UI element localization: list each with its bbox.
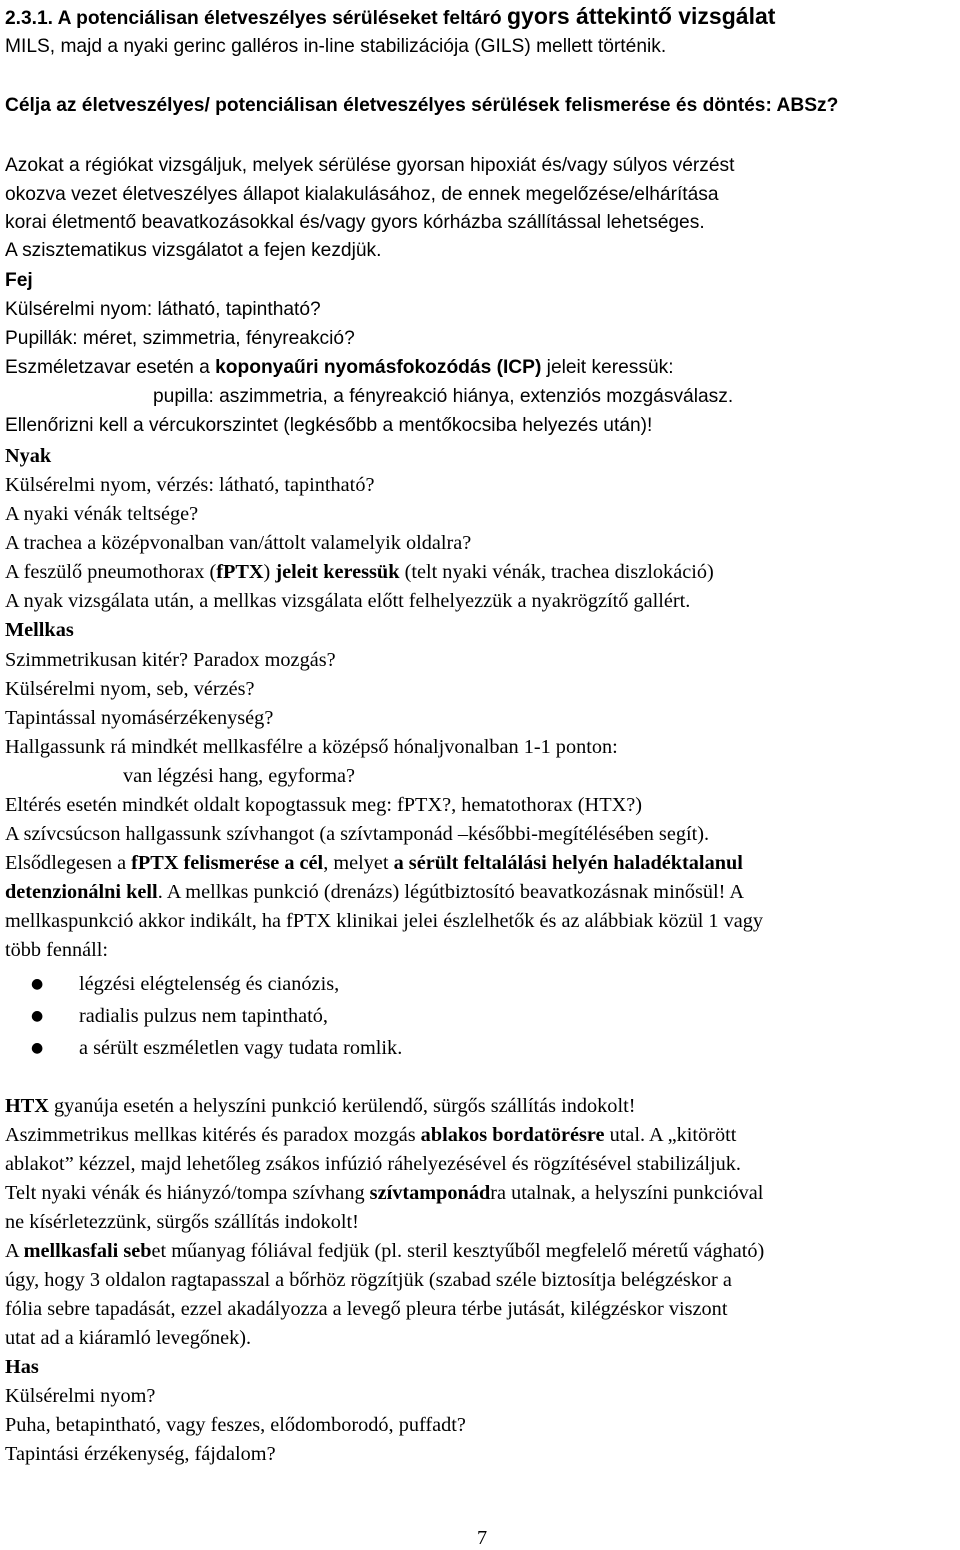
body-line (5, 1183, 763, 1203)
mellkas-title: Mellkas (5, 619, 74, 641)
bullet-dot-icon: ● (31, 976, 44, 992)
body-line (5, 1241, 764, 1261)
fej-line (5, 358, 674, 377)
mellkas-line: A szívcsúcson hallgassunk szívhangot (a szívtamponád –későbbi-megítélésében segít). (5, 823, 710, 845)
mellkas-line (5, 882, 744, 902)
text-run: ra utalnak, a helyszíni punkcióval (490, 1182, 764, 1204)
body-line: úgy, hogy 3 oldalon ragtapasszal a bőrhöz rögzítjük (szabad széle biztosítja belégzéskor a (5, 1269, 732, 1291)
mellkas-line-indented: van légzési hang, egyforma? (123, 765, 356, 787)
fej-line: Ellenőrizni kell a vércukorszintet (legkésőbb a mentőkocsiba helyezés után)! (5, 415, 653, 436)
bold-run: detenzionálni kell (5, 881, 158, 903)
text-run: gyanúja esetén a helyszíni punkció kerülendő, sürgős szállítás indokolt! (48, 1095, 636, 1117)
has-line: Külsérelmi nyom? (5, 1385, 156, 1407)
bold-run: mellkasfali seb (23, 1240, 152, 1262)
text-run: utal. A „kitörött (604, 1124, 737, 1146)
body-line (5, 1125, 736, 1145)
fej-line: Pupillák: méret, szimmetria, fényreakció? (5, 328, 355, 349)
text-run: ) (263, 561, 276, 583)
fej-title: Fej (5, 270, 33, 291)
text-run: . A mellkas punkció (drenázs) légútbiztosító beavatkozásnak minősül! A (157, 881, 745, 903)
mellkas-line: mellkaspunkció akkor indikált, ha fPTX klinikai jelei észlelhetők és az alábbiak közül 1 vagy (5, 910, 764, 932)
fej-line: Külsérelmi nyom: látható, tapintható? (5, 299, 321, 320)
goal-line: Célja az életveszélyes/ potenciálisan életveszélyes sérülések felismerése és döntés: ABSz? (5, 95, 839, 116)
has-title: Has (5, 1356, 39, 1378)
nyak-title: Nyak (5, 445, 52, 467)
section-heading (5, 5, 775, 28)
bold-run: jeleit keressük (275, 561, 400, 583)
fej-line-indented: pupilla: aszimmetria, a fényreakció hiánya, extenziós mozgásválasz. (153, 386, 734, 407)
text-run: jeleit keressük: (541, 357, 674, 378)
mellkas-line (5, 853, 743, 873)
nyak-line: A trachea a középvonalban van/áttolt valamelyik oldalra? (5, 532, 472, 554)
text-run: et műanyag fóliával fedjük (pl. steril kesztyűből megfelelő méretű vágható) (151, 1240, 765, 1262)
nyak-line: Külsérelmi nyom, vérzés: látható, tapintható? (5, 474, 375, 496)
bullet-item: légzési elégtelenség és cianózis, (79, 973, 340, 995)
bullet-item: a sérült eszméletlen vagy tudata romlik. (79, 1037, 403, 1059)
text-run: , melyet (323, 852, 394, 874)
bold-run: a sérült feltalálási helyén haladéktalanul (393, 852, 743, 874)
text-run: A (5, 1240, 24, 1262)
page-number: 7 (477, 1527, 488, 1549)
text-run: Telt nyaki vénák és hiányzó/tompa szívhang (5, 1182, 370, 1204)
intro-line: korai életmentő beavatkozásokkal és/vagy gyors kórházba szállítással lehetséges. (5, 212, 705, 233)
bold-run: szívtamponád (369, 1182, 491, 1204)
intro-line: okozva vezet életveszélyes állapot kialakulásához, de ennek megelőzése/elhárítása (5, 184, 719, 205)
bold-run: HTX (5, 1095, 49, 1117)
mellkas-line: Tapintással nyomásérzékenység? (5, 707, 274, 729)
mellkas-line: több fennáll: (5, 939, 109, 961)
body-line: ablakot” kézzel, majd lehetőleg zsákos infúzió ráhelyezésével és rögzítésével stabilizáljuk. (5, 1153, 742, 1175)
body-line: ne kísérletezzünk, sürgős szállítás indokolt! (5, 1211, 359, 1233)
nyak-line: A nyaki vénák teltsége? (5, 503, 199, 525)
nyak-line (5, 562, 714, 582)
section-number: 2.3.1. (5, 8, 54, 29)
text-run: Eszméletzavar esetén a (5, 357, 216, 378)
body-line: fólia sebre tapadását, ezzel akadályozza a levegő pleura térbe jutását, kilégzéskor viszont (5, 1298, 728, 1320)
bold-run: koponyaűri nyomásfokozódás (ICP) (215, 357, 542, 378)
bold-run: fPTX (216, 561, 264, 583)
heading-emphasis: gyors áttekintő vizsgálat (507, 3, 776, 29)
bullet-item: radialis pulzus nem tapintható, (79, 1005, 328, 1027)
bullet-dot-icon: ● (31, 1008, 44, 1024)
bullet-dot-icon: ● (31, 1040, 44, 1056)
bold-run: fPTX felismerése a cél (131, 852, 324, 874)
bold-run: ablakos bordatörésre (420, 1124, 605, 1146)
text-run: Elsődlegesen a (5, 852, 132, 874)
intro-line: A szisztematikus vizsgálatot a fejen kezdjük. (5, 240, 382, 261)
has-line: Puha, betapintható, vagy feszes, elődomborodó, puffadt? (5, 1414, 466, 1436)
mellkas-line: Szimmetrikusan kitér? Paradox mozgás? (5, 649, 336, 671)
body-line: utat ad a kiáramló levegőnek). (5, 1327, 252, 1349)
heading-text: A potenciálisan életveszélyes sérüléseket feltáró (53, 8, 507, 29)
body-line (5, 1096, 635, 1116)
nyak-line: A nyak vizsgálata után, a mellkas vizsgálata előtt felhelyezzük a nyakrögzítő gallért. (5, 590, 691, 612)
mellkas-line: Külsérelmi nyom, seb, vérzés? (5, 678, 255, 700)
text-run: (telt nyaki vénák, trachea diszlokáció) (399, 561, 714, 583)
mellkas-line: Eltérés esetén mindkét oldalt kopogtassuk meg: fPTX?, hematothorax (HTX?) (5, 794, 642, 816)
intro-line: Azokat a régiókat vizsgáljuk, melyek sérülése gyorsan hipoxiát és/vagy súlyos vérzést (5, 155, 735, 176)
mellkas-line: Hallgassunk rá mindkét mellkasfélre a középső hónaljvonalban 1-1 ponton: (5, 736, 618, 758)
has-line: Tapintási érzékenység, fájdalom? (5, 1443, 276, 1465)
heading-line-2: MILS, majd a nyaki gerinc galléros in-line stabilizációja (GILS) mellett történik. (5, 36, 667, 57)
text-run: A feszülő pneumothorax ( (5, 561, 217, 583)
text-run: Aszimmetrikus mellkas kitérés és paradox mozgás (5, 1124, 421, 1146)
